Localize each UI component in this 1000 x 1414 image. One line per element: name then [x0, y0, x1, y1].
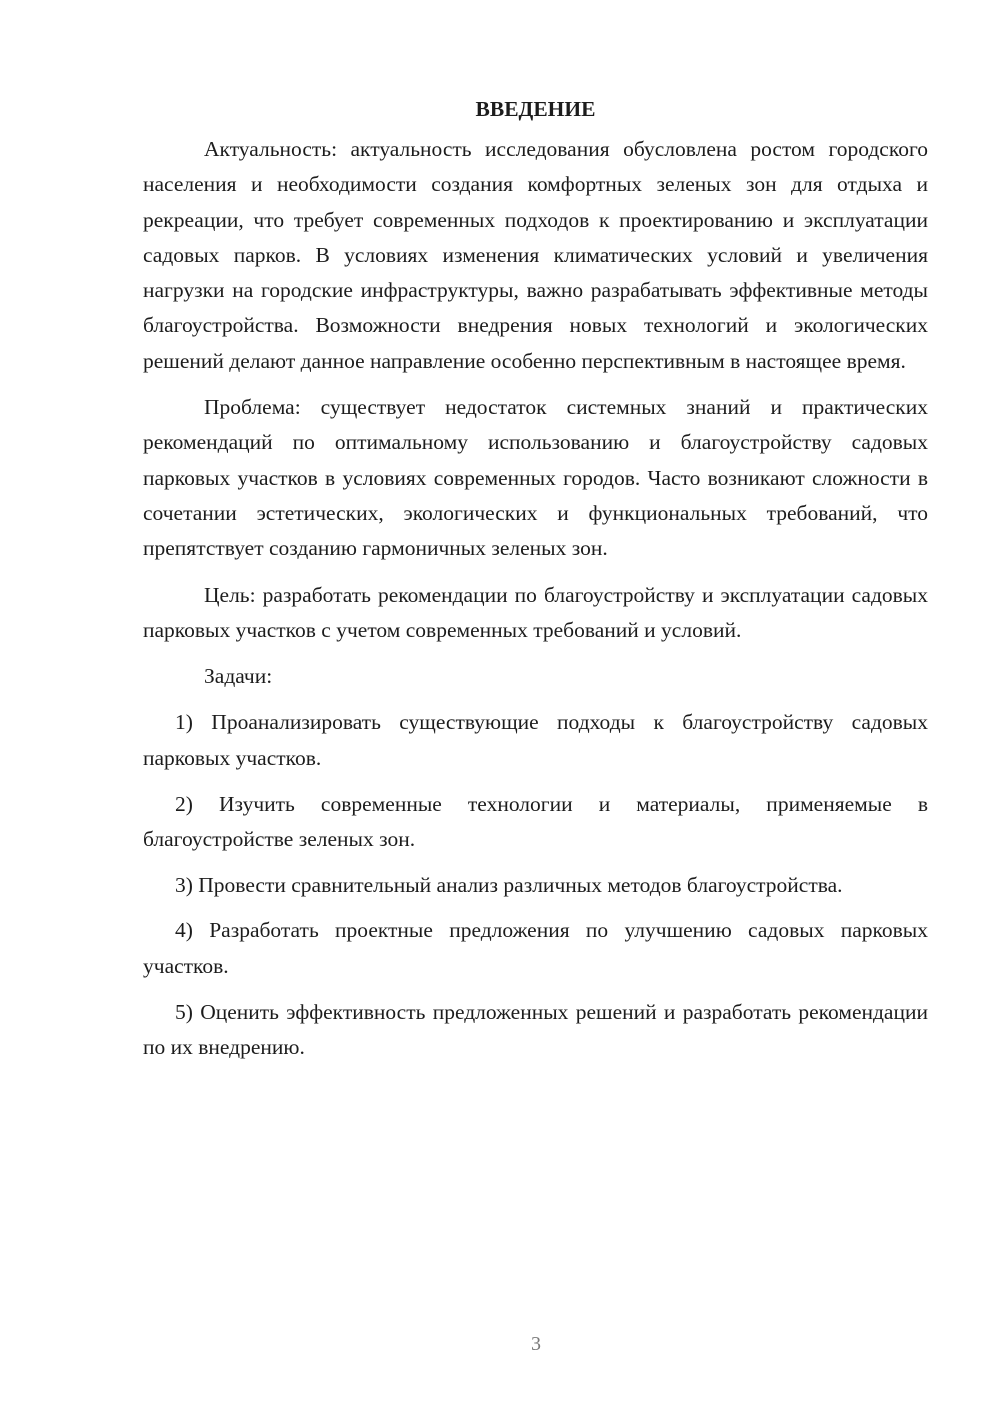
task-item: 1) Проанализировать существующие подходы к благоустройству садовых парковых участков. [143, 710, 928, 770]
task-item: 2) Изучить современные технологии и материалы, применяемые в благоустройстве зеленых зон. [143, 791, 928, 851]
tasks-list [143, 705, 928, 1065]
task-item: 4) Разработать проектные предложения по улучшению садовых парковых участков. [143, 918, 928, 978]
task-item: 3) Провести сравнительный анализ различных методов благоустройства. [175, 872, 843, 897]
task-item: 5) Оценить эффективность предложенных решений и разработать рекомендации по их внедрению. [143, 999, 928, 1059]
page-number: 3 [531, 1333, 541, 1355]
paragraph-problem: Проблема: существует недостаток системных знаний и практических рекомендаций по оптимальному использованию и благоустройству садовых парковых участков в условиях современных городов. Часто возникают сложности в сочетании эстетических, экологических и функциональных требований, что препятствует созданию гармоничных зеленых зон. [143, 395, 928, 561]
paragraph-relevance: Актуальность: актуальность исследования обусловлена ростом городского населения и необходимости создания комфортных зеленых зон для отдыха и рекреации, что требует современных подходов к проектированию и эксплуатации садовых парков. В условиях изменения климатических условий и увеличения нагрузки на городские инфраструктуры, важно разрабатывать эффективные методы благоустройства. Возможности внедрения новых технологий и экологических решений делают данное направление особенно перспективным в настоящее время. [143, 137, 928, 373]
tasks-heading: Задачи: [204, 664, 273, 689]
page-content [143, 92, 928, 1076]
paragraph-goal: Цель: разработать рекомендации по благоустройству и эксплуатации садовых парковых участков с учетом современных требований и условий. [143, 582, 928, 642]
page-title: ВВЕДЕНИЕ [475, 97, 596, 121]
